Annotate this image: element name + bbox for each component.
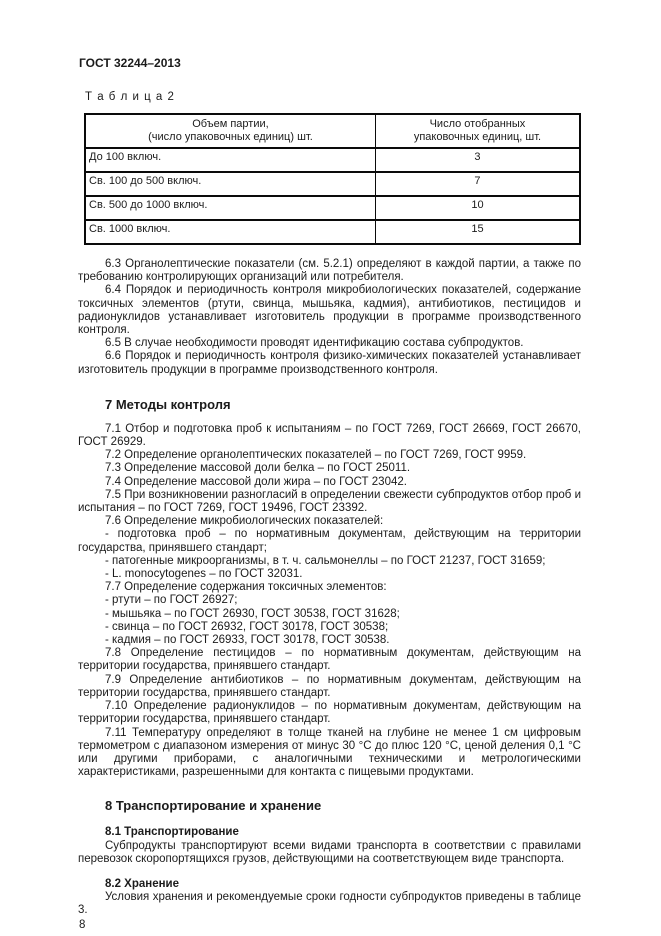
standard-number: ГОСТ 32244–2013 — [79, 56, 181, 70]
column-header-batch-volume-line2: (число упаковочных единиц) шт. — [148, 131, 313, 143]
paragraph-7-2: 7.2 Определение органолептических показателей – по ГОСТ 7269, ГОСТ 9959. — [105, 449, 527, 462]
batch-volume-cell: Св. 100 до 500 включ. — [85, 172, 375, 196]
selected-units-cell: 10 — [375, 196, 580, 220]
subsection-8-2-heading: 8.2 Хранение — [105, 877, 180, 890]
table-header-row — [85, 114, 580, 148]
paragraph-6-6: 6.6 Порядок и периодичность контроля физико-химических показателей устанавливает изготовитель продукции в программе производственного контроля. — [78, 350, 581, 376]
paragraph-7-6: 7.6 Определение микробиологических показателей: — [105, 515, 384, 528]
table-row — [85, 148, 580, 172]
paragraph-7-4: 7.4 Определение массовой доли жира – по ГОСТ 23042. — [105, 475, 407, 488]
section-7-heading: 7 Методы контроля — [105, 396, 231, 412]
sampling-table — [84, 113, 581, 245]
paragraph-7-11: 7.11 Температуру определяют в толще тканей на глубине не менее 1 см цифровым термометром с диапазоном измерения от минус 30 °С до плюс 120 °С, ценой деления 0,1 °С или другими приборами, с аналогичными техническими и метрологическими характеристиками, разрешенными для контакта с пищевыми продуктами. — [78, 726, 581, 779]
subsection-8-1-heading: 8.1 Транспортирование — [105, 826, 239, 839]
list-item-lead: - свинца – по ГОСТ 26932, ГОСТ 30178, ГОСТ 30538; — [105, 620, 389, 633]
column-header-batch-volume — [85, 114, 375, 148]
paragraph-6-4: 6.4 Порядок и периодичность контроля микробиологических показателей, содержание токсичных элементов (ртути, свинца, мышьяка, кадмия), антибиотиков, пестицидов и радионуклидов устанавливает изготовитель продукции в программе производственного контроля. — [78, 284, 581, 337]
table-row — [85, 172, 580, 196]
table-row — [85, 196, 580, 220]
paragraph-7-7: 7.7 Определение содержания токсичных элементов: — [105, 581, 387, 594]
selected-units-cell: 3 — [375, 148, 580, 172]
paragraph-6-5: 6.5 В случае необходимости проводят идентификацию состава субпродуктов. — [105, 337, 524, 350]
list-item-mercury: - ртути – по ГОСТ 26927; — [105, 594, 238, 607]
selected-units-cell: 15 — [375, 220, 580, 244]
paragraph-8-2: Условия хранения и рекомендуемые сроки годности субпродуктов приведены в таблице 3. — [78, 891, 581, 917]
selected-units-cell: 7 — [375, 172, 580, 196]
paragraph-7-9: 7.9 Определение антибиотиков – по нормативным документам, действующим на территории государства, принявшего стандарт. — [78, 673, 581, 699]
list-item-pathogenic-microorganisms: - патогенные микроорганизмы, в т. ч. сальмонеллы – по ГОСТ 21237, ГОСТ 31659; — [105, 554, 546, 567]
section-8-heading: 8 Транспортирование и хранение — [105, 798, 322, 814]
paragraph-7-5: 7.5 При возникновении разногласий в определении свежести субпродуктов отбор проб и испытания – по ГОСТ 7269, ГОСТ 19496, ГОСТ 23392. — [78, 488, 581, 515]
column-header-selected-units — [375, 114, 580, 148]
column-header-selected-units-line2: упаковочных единиц, шт. — [413, 131, 542, 143]
paragraph-7-8: 7.8 Определение пестицидов – по нормативным документам, действующим на территории государства, принявшего стандарт. — [78, 647, 581, 673]
list-item-cadmium: - кадмия – по ГОСТ 26933, ГОСТ 30178, ГОСТ 30538. — [105, 634, 390, 647]
list-item-arsenic: - мышьяка – по ГОСТ 26930, ГОСТ 30538, ГОСТ 31628; — [105, 607, 400, 620]
list-item-l-monocytogenes: - L. monocytogenes – по ГОСТ 32031. — [105, 568, 303, 581]
table-row — [85, 220, 580, 244]
paragraph-6-3: 6.3 Органолептические показатели (см. 5.2.1) определяют в каждой партии, а также по требованию контролирующих организаций или потребителя. — [78, 258, 581, 284]
paragraph-7-10: 7.10 Определение радионуклидов – по нормативным документам, действующим на территории государства, принявшего стандарт. — [78, 700, 581, 726]
table-caption: Т а б л и ц а 2 — [85, 91, 175, 103]
page-number: 8 — [79, 918, 86, 931]
column-header-batch-volume-line1: Объем партии, — [192, 118, 269, 130]
batch-volume-cell: Св. 1000 включ. — [85, 220, 375, 244]
batch-volume-cell: Св. 500 до 1000 включ. — [85, 196, 375, 220]
list-item-sample-preparation: - подготовка проб – по нормативным документам, действующим на территории государства, принявшего стандарт; — [78, 528, 581, 554]
paragraph-7-3: 7.3 Определение массовой доли белка – по ГОСТ 25011. — [105, 462, 411, 475]
batch-volume-cell: До 100 включ. — [85, 148, 375, 172]
paragraph-7-1: 7.1 Отбор и подготовка проб к испытаниям – по ГОСТ 7269, ГОСТ 26669, ГОСТ 26670, ГОСТ 26929. — [78, 422, 581, 449]
column-header-selected-units-line1: Число отобранных — [429, 118, 526, 130]
paragraph-8-1: Субпродукты транспортируют всеми видами транспорта в соответствии с правилами перевозок скоропортящихся грузов, действующими на соответствующем виде транспорта. — [78, 839, 581, 865]
